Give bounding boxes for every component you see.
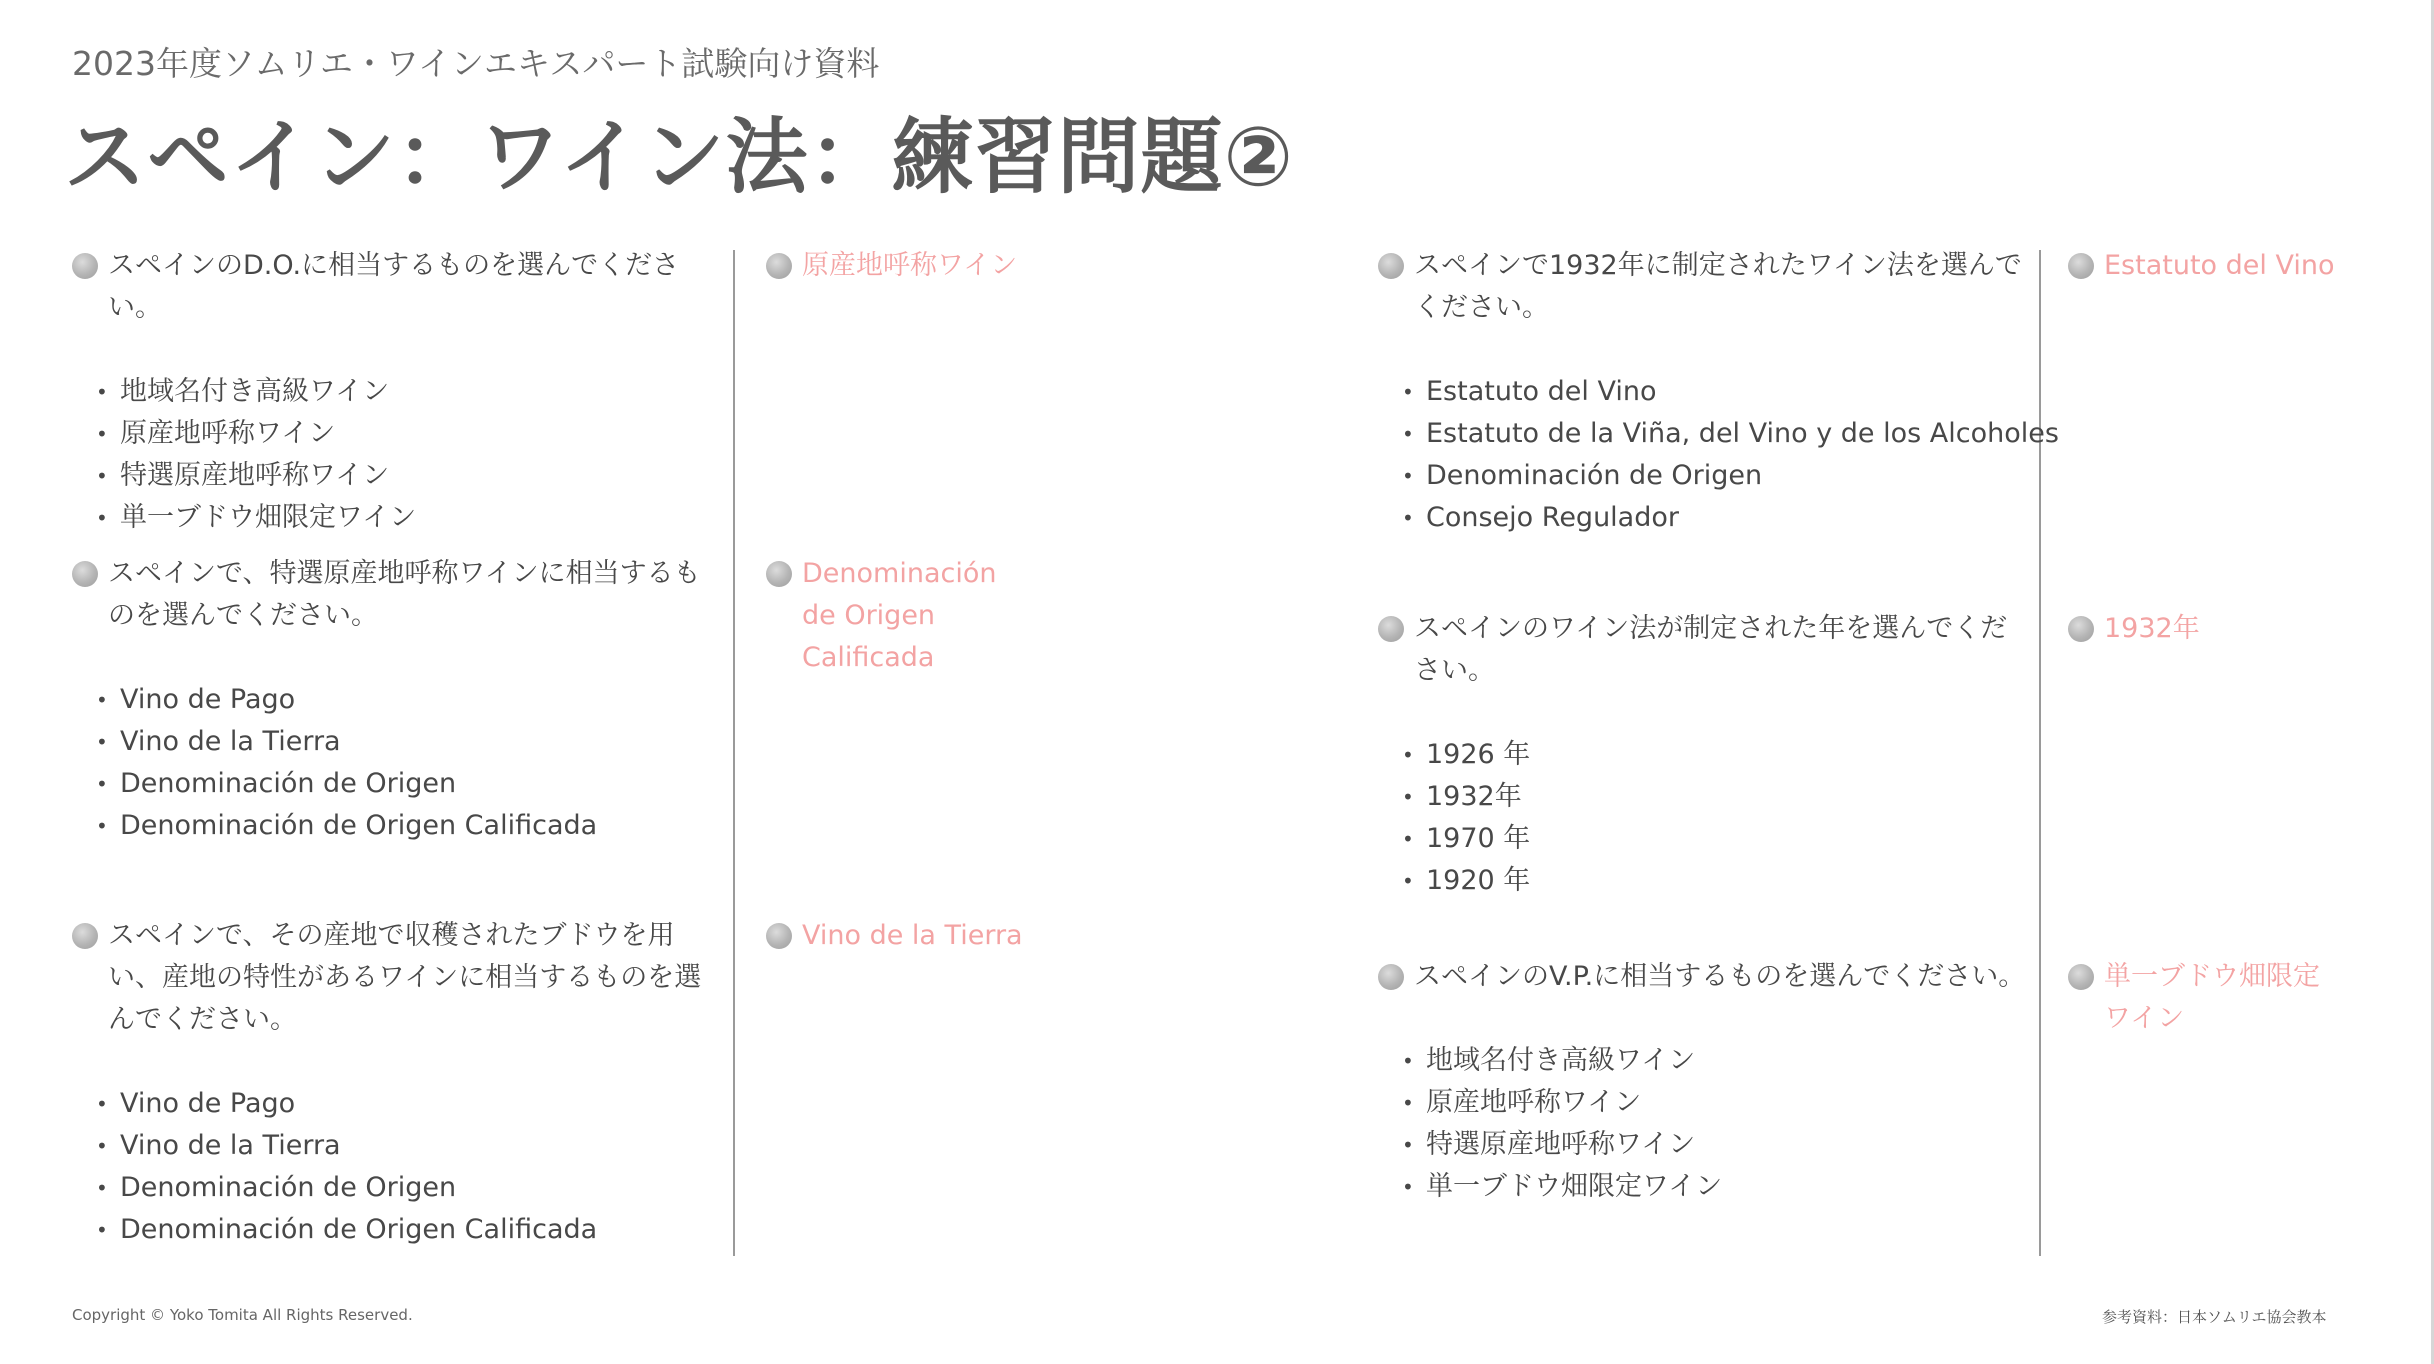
- question-text: スペインのD.O.に相当するものを選んでください。: [108, 250, 680, 323]
- question-bullet-icon: [1378, 964, 1404, 990]
- question-text: スペインで、その産地で収穫されたブドウを用い、産地の特性があるワインに相当するものを選んでください。: [108, 920, 702, 1035]
- option-list: [1378, 1040, 2028, 1208]
- question-block: [1378, 608, 2018, 902]
- option-item: • Vino de la Tierra: [96, 1125, 722, 1167]
- option-item: • Denominación de Origen: [1402, 455, 2028, 497]
- answer-block: [2068, 245, 2388, 287]
- option-item: • Denominación de Origen Calificada: [96, 805, 722, 847]
- answer-text: 原産地呼称ワイン: [802, 250, 1018, 281]
- option-item: • 特選原産地呼称ワイン: [96, 455, 722, 497]
- question-text: スペインのV.P.に相当するものを選んでください。: [1414, 961, 2026, 992]
- copyright-text: Copyright © Yoko Tomita All Rights Reserved.: [72, 1306, 413, 1324]
- answer-bullet-icon: [766, 561, 792, 587]
- option-list: [72, 679, 722, 847]
- question-block: [72, 245, 722, 539]
- question-bullet-icon: [72, 923, 98, 949]
- question-bullet-icon: [1378, 253, 1404, 279]
- answer-bullet-icon: [766, 923, 792, 949]
- question-text: スペインで、特選原産地呼称ワインに相当するものを選んでください。: [108, 558, 701, 631]
- answer-text-wrap: [766, 245, 1026, 287]
- question-text: スペインのワイン法が制定された年を選んでください。: [1414, 613, 2008, 686]
- option-list: [72, 371, 722, 539]
- answer-block: [2068, 956, 2328, 1040]
- question-bullet-icon: [1378, 616, 1404, 642]
- option-item: • 地域名付き高級ワイン: [96, 371, 722, 413]
- question-text: スペインで1932年に制定されたワイン法を選んでください。: [1414, 250, 2022, 323]
- question-text-wrap: [72, 553, 722, 637]
- option-item: • Vino de la Tierra: [96, 721, 722, 763]
- option-item: • Denominación de Origen: [96, 1167, 722, 1209]
- slide-subtitle: 2023年度ソムリエ・ワインエキスパート試験向け資料: [72, 44, 880, 83]
- option-item: • 1920 年: [1402, 860, 2018, 902]
- answer-bullet-icon: [766, 253, 792, 279]
- option-item: • Consejo Regulador: [1402, 497, 2028, 539]
- answer-text: Estatuto del Vino: [2104, 250, 2335, 281]
- answer-text-wrap: [766, 915, 1066, 957]
- question-bullet-icon: [72, 253, 98, 279]
- option-item: • 原産地呼称ワイン: [96, 413, 722, 455]
- answer-text: Denominación de Origen Calificada: [802, 558, 997, 673]
- option-item: • 1926 年: [1402, 734, 2018, 776]
- column-divider-left: [733, 250, 735, 1256]
- answer-bullet-icon: [2068, 616, 2094, 642]
- question-block: [1378, 245, 2059, 539]
- answer-bullet-icon: [2068, 253, 2094, 279]
- option-item: • Estatuto de la Viña, del Vino y de los Alcoholes: [1402, 413, 2028, 455]
- answer-text: Vino de la Tierra: [802, 920, 1023, 951]
- reference-text: 参考資料：日本ソムリエ協会教本: [2102, 1308, 2327, 1326]
- option-item: • Denominación de Origen: [96, 763, 722, 805]
- question-bullet-icon: [72, 561, 98, 587]
- option-item: • 単一ブドウ畑限定ワイン: [96, 497, 722, 539]
- question-block: [72, 553, 722, 847]
- answer-block: [766, 245, 1026, 287]
- option-item: • 特選原産地呼称ワイン: [1402, 1124, 2028, 1166]
- answer-text-wrap: [2068, 956, 2328, 1040]
- question-text-wrap: [1378, 245, 2028, 329]
- answer-text-wrap: [766, 553, 1026, 679]
- answer-block: [766, 915, 1066, 957]
- option-item: • Denominación de Origen Calificada: [96, 1209, 722, 1251]
- option-item: • Estatuto del Vino: [1402, 371, 2028, 413]
- question-text-wrap: [1378, 956, 2028, 998]
- answer-bullet-icon: [2068, 964, 2094, 990]
- answer-text-wrap: [2068, 608, 2388, 650]
- option-list: [1378, 734, 2018, 902]
- answer-text: 単一ブドウ畑限定ワイン: [2104, 961, 2320, 1034]
- question-text-wrap: [72, 245, 722, 329]
- answer-text-wrap: [2068, 245, 2388, 287]
- option-item: • 1932年: [1402, 776, 2018, 818]
- column-divider-right: [2039, 250, 2041, 1256]
- option-list: [1378, 371, 2059, 539]
- option-item: • Vino de Pago: [96, 1083, 722, 1125]
- option-item: • Vino de Pago: [96, 679, 722, 721]
- answer-block: [2068, 608, 2388, 650]
- question-text-wrap: [1378, 608, 2018, 692]
- answer-text: 1932年: [2104, 613, 2200, 644]
- option-item: • 地域名付き高級ワイン: [1402, 1040, 2028, 1082]
- answer-block: [766, 553, 1026, 679]
- question-block: [1378, 956, 2028, 1208]
- option-item: • 単一ブドウ畑限定ワイン: [1402, 1166, 2028, 1208]
- option-item: • 1970 年: [1402, 818, 2018, 860]
- option-item: • 原産地呼称ワイン: [1402, 1082, 2028, 1124]
- slide-title: スペイン：ワイン法：練習問題②: [64, 110, 1294, 205]
- question-text-wrap: [72, 915, 722, 1041]
- option-list: [72, 1083, 722, 1251]
- question-block: [72, 915, 722, 1251]
